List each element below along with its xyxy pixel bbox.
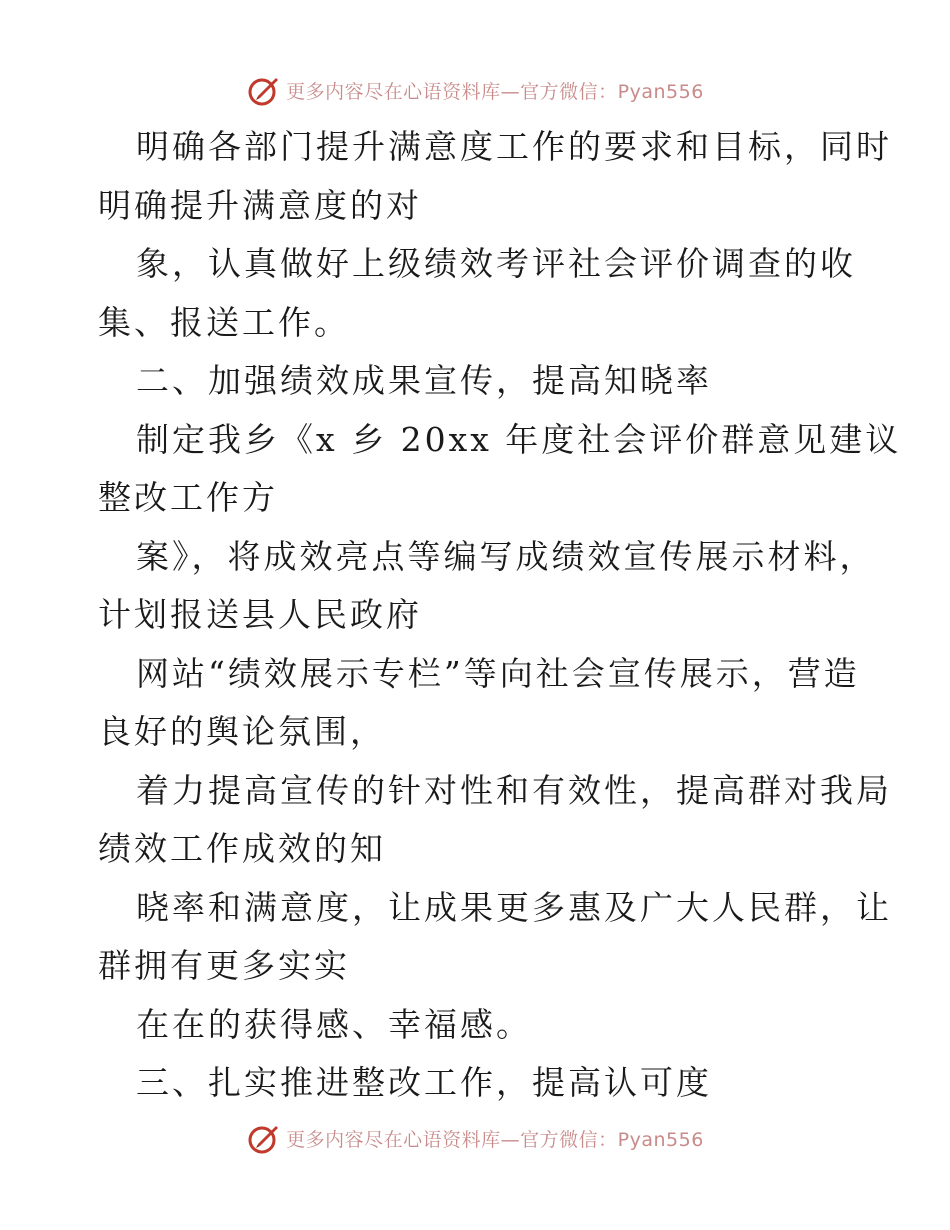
footer-watermark-text: 更多内容尽在心语资料库—官方微信：Pyan556 <box>286 1128 704 1151</box>
header-watermark-text: 更多内容尽在心语资料库—官方微信：Pyan556 <box>286 80 704 103</box>
text-line: 晓率和满意度，让成果更多惠及广大人民群，让 <box>136 887 892 927</box>
text-line: 绩效工作成效的知 <box>98 829 386 868</box>
text-line: 明确各部门提升满意度工作的要求和目标，同时 <box>136 127 892 166</box>
quill-pen-logo-icon <box>246 1120 282 1156</box>
text-line: 象，认真做好上级绩效考评社会评价调查的收 <box>136 244 856 283</box>
document-body <box>98 118 902 1113</box>
quill-pen-logo-icon <box>246 72 282 108</box>
text-line: 明确提升满意度的对 <box>98 185 422 225</box>
text-line: 着力提高宣传的针对性和有效性，提高群对我局 <box>136 770 892 810</box>
text-line: 网站“绩效展示专栏”等向社会宣传展示，营造 <box>136 653 860 693</box>
text-line: 集、报送工作。 <box>98 302 350 342</box>
text-line: 计划报送县人民政府 <box>98 595 422 634</box>
text-line: 良好的舆论氛围， <box>98 712 386 751</box>
text-line: 群拥有更多实实 <box>98 946 350 985</box>
text-line: 在在的获得感、幸福感。 <box>136 1004 532 1044</box>
text-line: 二、加强绩效成果宣传，提高知晓率 <box>136 361 712 400</box>
header-watermark <box>0 70 950 110</box>
footer-watermark <box>0 1118 950 1158</box>
text-line: 三、扎实推进整改工作，提高认可度 <box>136 1063 712 1102</box>
text-line: 整改工作方 <box>98 478 278 517</box>
text-line: 案》，将成效亮点等编写成绩效宣传展示材料， <box>136 536 876 576</box>
text-line: 制定我乡《x 乡 20xx 年度社会评价群意见建议 <box>136 419 902 459</box>
